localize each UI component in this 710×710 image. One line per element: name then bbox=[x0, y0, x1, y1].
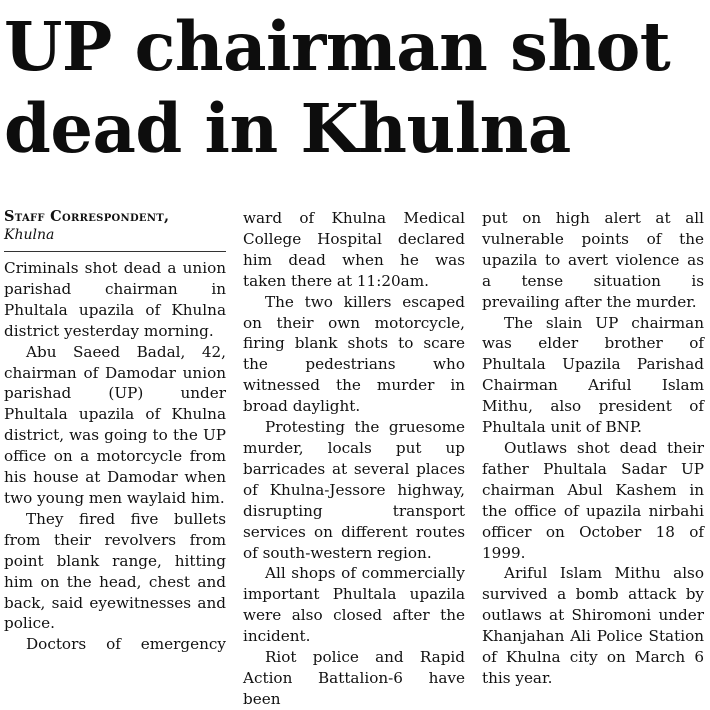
column-1 bbox=[4, 208, 226, 655]
paragraph: Criminals shot dead a union parishad chairman in Phultala upazila of Khulna district yesterday morning. bbox=[4, 259, 226, 340]
paragraph: All shops of commercially important Phultala upazila were also closed after the incident. bbox=[243, 564, 465, 646]
paragraph-continuation: ward of Khulna Medical College Hospital declared him dead when he was taken there at 11:20am. bbox=[243, 209, 465, 290]
paragraph: Protesting the gruesome murder, locals put up barricades at several places of Khulna-Jessore highway, disrupting transport services on different routes of south-western region. bbox=[243, 418, 465, 562]
dateline: Khulna bbox=[4, 227, 55, 243]
paragraph-continued: Riot police and Rapid Action Battalion-6 have been bbox=[243, 648, 465, 708]
paragraph-continuation: put on high alert at all vulnerable points of the upazila to avert violence as a tense situation is prevailing after the murder. bbox=[482, 209, 704, 311]
headline: UP chairman shot dead in Khulna bbox=[4, 7, 671, 168]
byline: Staff Correspondent, bbox=[4, 208, 170, 225]
byline-divider bbox=[4, 251, 226, 252]
paragraph: They fired five bullets from their revolvers from point blank range, hitting him on the head, chest and back, said eyewitnesses and police. bbox=[4, 509, 226, 633]
column-2 bbox=[243, 208, 465, 710]
paragraph: The two killers escaped on their own motorcycle, firing blank shots to scare the pedestrians who witnessed the murder in broad daylight. bbox=[243, 292, 465, 416]
column-3 bbox=[482, 208, 704, 689]
paragraph: Ariful Islam Mithu also survived a bomb attack by outlaws at Shiromoni under Khanjahan Ali Police Station of Khulna city on March 6 this year. bbox=[482, 564, 704, 687]
paragraph-continued: Doctors of emergency bbox=[26, 635, 226, 654]
paragraph: The slain UP chairman was elder brother of Phultala Upazila Parishad Chairman Ariful Islam Mithu, also president of Phultala unit of BNP. bbox=[482, 313, 704, 437]
paragraph: Outlaws shot dead their father Phultala Sadar UP chairman Abul Kashem in the office of upazila nirbahi officer on October 18 of 1999. bbox=[482, 438, 704, 562]
paragraph: Abu Saeed Badal, 42, chairman of Damodar union parishad (UP) under Phultala upazila of Khulna district, was going to the UP office on a motorcycle from his house at Damodar when two young men waylaid him. bbox=[4, 342, 226, 507]
